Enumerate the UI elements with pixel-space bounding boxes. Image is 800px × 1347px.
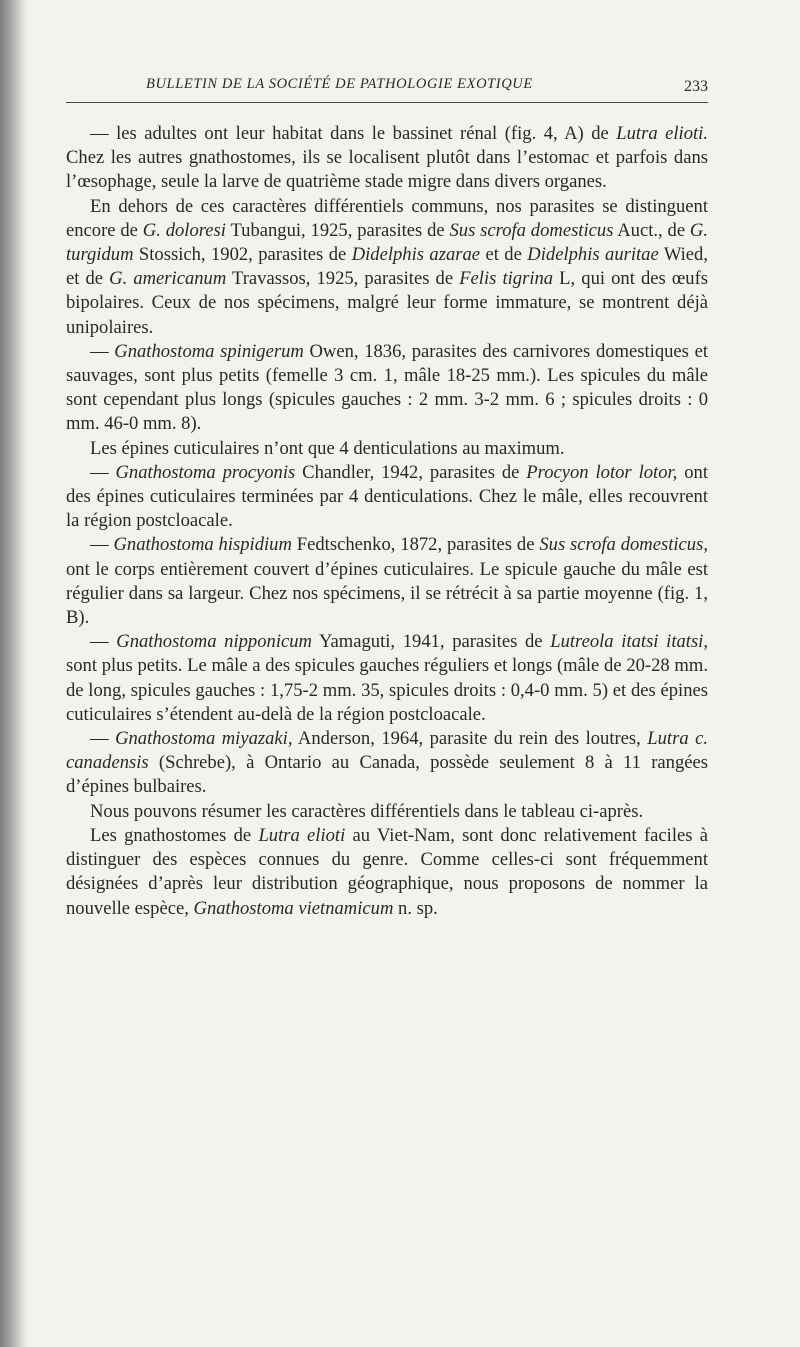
italic-run: G. americanum bbox=[109, 268, 227, 290]
italic-run: Lutra c. canadensis bbox=[66, 728, 708, 774]
italic-run: Gnathostoma hispidium bbox=[113, 534, 292, 556]
text-run: ont le corps entièrement couvert d’épines cuticulaires. Le spicule gauche du mâle est régulier dans sa largeur. Chez nos spécimens, il se rétrécit à sa partie moyenne (fig. 1, B). bbox=[66, 558, 708, 629]
text-run: au Viet-Nam, sont donc relativement faciles à distinguer des espèces connues du genre. Comme celles-ci sont fréquemment désignées d’après leur distribution géographique, nous proposons de nommer la nouvelle espèce, bbox=[66, 824, 708, 919]
page-number: 233 bbox=[684, 78, 708, 95]
text-run: — bbox=[90, 728, 116, 750]
italic-run: G. doloresi bbox=[142, 219, 226, 241]
journal-title: BULLETIN DE LA SOCIÉTÉ DE PATHOLOGIE EXOTIQUE bbox=[146, 76, 533, 92]
italic-run: Gnathostoma miyazaki, bbox=[115, 728, 293, 750]
text-run: Stossich, 1902, parasites de bbox=[133, 244, 352, 266]
paragraph bbox=[66, 461, 708, 534]
italic-run: Sus scrofa domesticus bbox=[449, 219, 614, 241]
book-binding-shadow bbox=[0, 0, 28, 1347]
text-run: Chandler, 1942, parasites de bbox=[295, 461, 527, 483]
italic-run: Gnathostoma vietnamicum bbox=[193, 897, 394, 919]
paragraph bbox=[66, 630, 708, 727]
text-run: En dehors de ces caractères différentiels communs, nos parasites se distinguent encore de bbox=[66, 195, 708, 241]
text-run: sont plus petits. Le mâle a des spicules gauches réguliers et longs (mâle de 20-28 mm. de long, spicules gauches : 1,75-2 mm. 35, spicules droits : 0,4-0 mm. 5) et des épines cuticulaires s’étendent au-delà de la région postcloacale. bbox=[66, 655, 708, 725]
running-head bbox=[66, 74, 708, 103]
text-run: Owen, 1836, parasites des carnivores domestiques et sauvages, sont plus petits (femelle 3 cm. 1, mâle 18-25 mm.). Les spicules du mâle sont cependant plus longs (spicules gauches : 2 mm. 3-2 mm. 6 ; spicules droits : 0 mm. 46-0 mm. 8). bbox=[66, 340, 708, 435]
paragraph bbox=[66, 437, 708, 461]
italic-run: Gnathostoma spinigerum bbox=[114, 340, 304, 362]
text-run: Les épines cuticulaires n’ont que 4 denticulations au maximum. bbox=[90, 437, 565, 459]
text-run: — bbox=[90, 534, 114, 556]
italic-run: Procyon lotor lotor, bbox=[526, 461, 678, 483]
text-run: — bbox=[90, 631, 117, 653]
text-run: ont des épines cuticulaires terminées par 4 denticulations. Chez le mâle, elles recouvrent la région postcloacale. bbox=[66, 461, 708, 532]
text-run: — les adultes ont leur habitat dans le bassinet rénal (fig. 4, A) de bbox=[90, 123, 617, 144]
italic-run: Lutra elioti bbox=[258, 824, 346, 846]
italic-run: Gnathostoma procyonis bbox=[115, 461, 296, 483]
italic-run: Gnathostoma nipponicum bbox=[116, 631, 312, 653]
paragraph bbox=[66, 195, 708, 340]
italic-run: Sus scrofa domesticus, bbox=[539, 534, 708, 556]
italic-run: Didelphis auritae bbox=[527, 244, 659, 266]
text-run: Auct., de bbox=[613, 219, 690, 241]
text-run: Tubangui, 1925, parasites de bbox=[225, 219, 450, 241]
italic-run: Didelphis azarae bbox=[351, 244, 481, 266]
text-run: Yamaguti, 1941, parasites de bbox=[311, 631, 551, 653]
text-run: n. sp. bbox=[393, 897, 438, 919]
text-run: et de bbox=[480, 244, 528, 266]
text-run: L, qui ont des œufs bipolaires. Ceux de nos spécimens, malgré leur forme immature, se montrent déjà unipolaires. bbox=[66, 268, 709, 338]
text-run: (Schrebe), à Ontario au Canada, possède seulement 8 à 11 rangées d’épines bulbaires. bbox=[66, 752, 708, 798]
paragraph bbox=[66, 824, 708, 921]
text-run: Wied, et de bbox=[66, 244, 709, 290]
text-run: Travassos, 1925, parasites de bbox=[226, 268, 460, 290]
paragraph bbox=[66, 122, 708, 195]
text-run: — bbox=[90, 340, 115, 362]
body-text bbox=[66, 122, 708, 921]
text-run: Nous pouvons résumer les caractères différentiels dans le tableau ci-après. bbox=[90, 800, 644, 822]
paragraph bbox=[66, 533, 708, 630]
text-run: Chez les autres gnathostomes, ils se localisent plutôt dans l’estomac et parfois dans l’œsophage, seule la larve de quatrième stade migre dans divers organes. bbox=[66, 147, 708, 193]
paragraph bbox=[66, 340, 708, 437]
italic-run: Lutra elioti. bbox=[616, 123, 708, 144]
italic-run: Felis tigrina bbox=[459, 268, 554, 290]
text-run: — bbox=[90, 461, 116, 483]
paragraph bbox=[66, 800, 708, 824]
italic-run: G. turgidum bbox=[66, 219, 708, 266]
paragraph bbox=[66, 727, 708, 800]
text-run: Les gnathostomes de bbox=[90, 824, 259, 846]
text-run: Anderson, 1964, parasite du rein des loutres, bbox=[292, 728, 648, 750]
italic-run: Lutreola itatsi itatsi, bbox=[550, 631, 708, 653]
text-run: Fedtschenko, 1872, parasites de bbox=[291, 534, 540, 556]
